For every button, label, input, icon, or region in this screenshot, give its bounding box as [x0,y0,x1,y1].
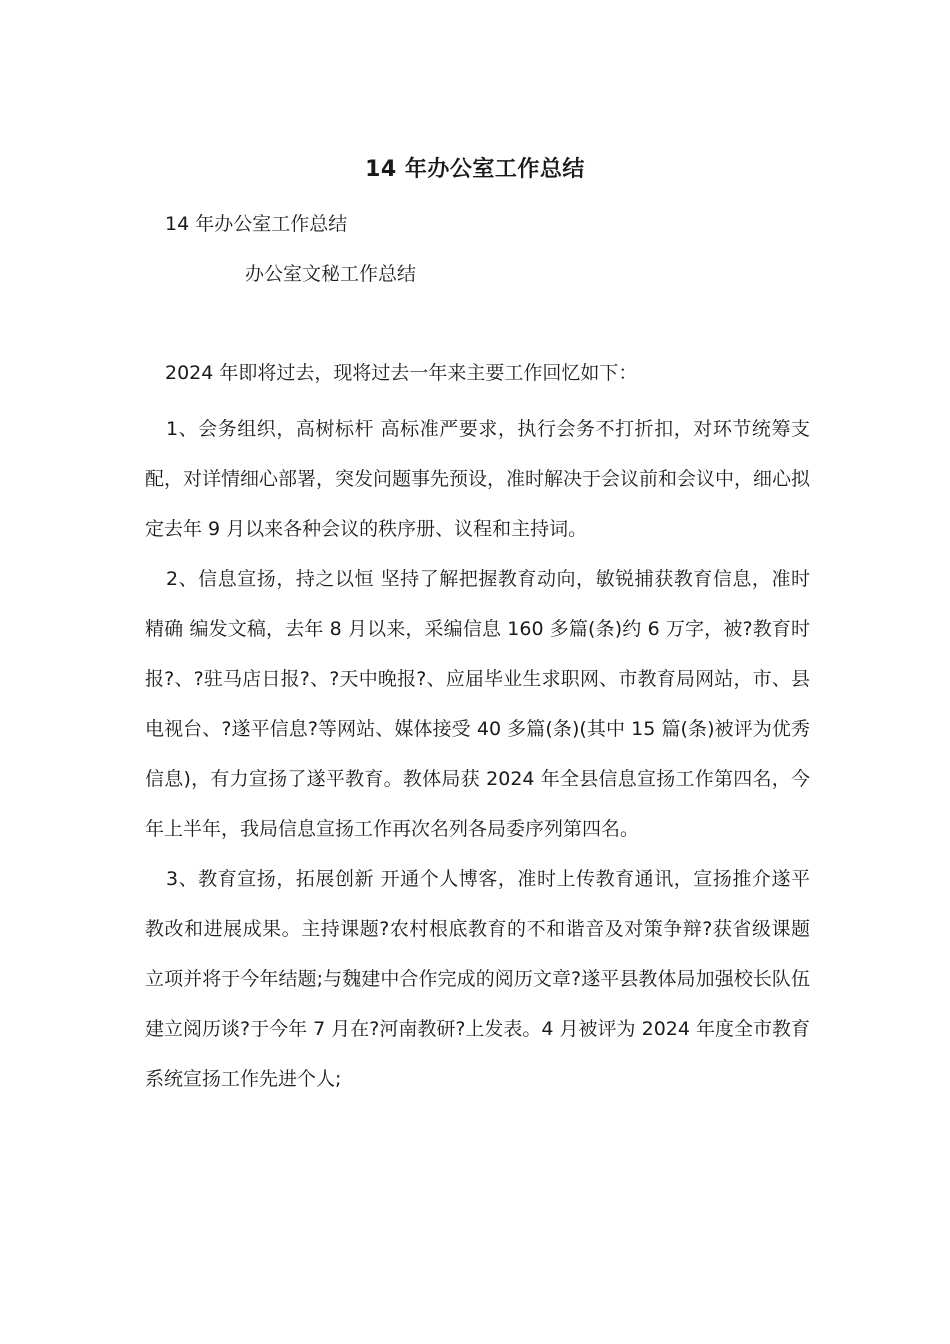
paragraph-education-publicity: 3、教育宣扬，拓展创新 开通个人博客，准时上传教育通讯，宣扬推介遂平教改和进展成果。主持课题?农村根底教育的不和谐音及对策争辩?获省级课题立项并将于今年结题;与魏建中合作完成的阅历文章?遂平县教体局加强校长队伍建立阅历谈?于今年 7 月在?河南教研?上发表。4 月被评为 2024 年度全市教育系统宣扬工作先进个人; [145,868,810,1090]
paragraph-meeting-organization: 1、会务组织，高树标杆 高标准严要求，执行会务不打折扣，对环节统筹支配，对详情细心部署，突发问题事先预设，准时解决于会议前和会议中，细心拟定去年 9 月以来各种会议的秩序册、议程和主持词。 [145,418,811,540]
paragraph-information-publicity: 2、信息宣扬，持之以恒 坚持了解把握教育动向，敏锐捕获教育信息，准时精确 编发文稿，去年 8 月以来，采编信息 160 多篇(条)约 6 万字，被?教育时报?、?驻马店日报?、?天中晚报?、应届毕业生求职网、市教育局网站，市、县电视台、?遂平信息?等网站、媒体接受 40 多篇(条)(其中 15 篇(条)被评为优秀信息)，有力宣扬了遂平教育。教体局获 2024 年全县信息宣扬工作第四名，今年上半年，我局信息宣扬工作再次名列各局委序列第四名。 [145,568,810,840]
document-body [145,404,810,1104]
document-subtitle: 14 年办公室工作总结 [165,213,348,235]
document-subtitle-secondary: 办公室文秘工作总结 [245,263,417,285]
document-title: 14 年办公室工作总结 [365,157,585,182]
intro-paragraph: 2024 年即将过去，现将过去一年来主要工作回忆如下： [165,362,638,384]
